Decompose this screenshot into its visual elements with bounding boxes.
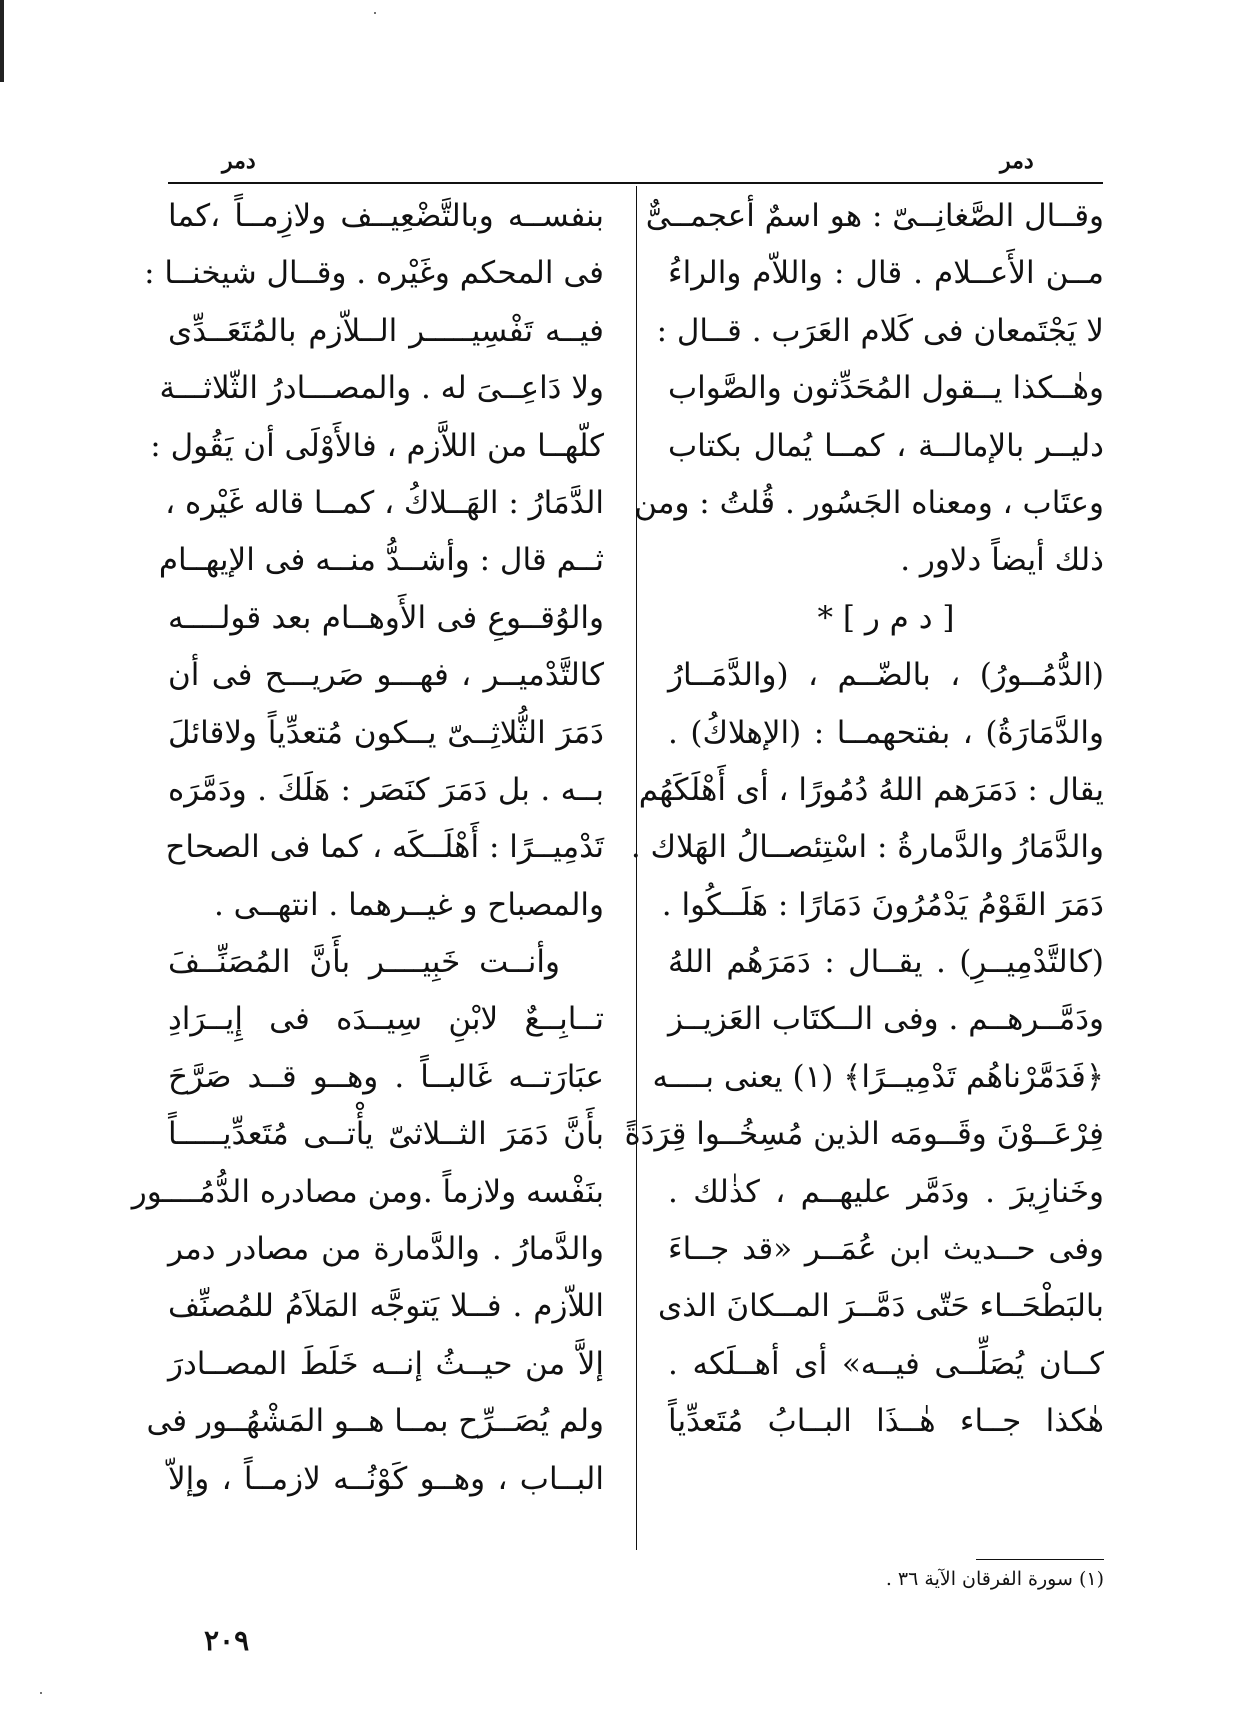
text-line: والدَّمارُ . والدَّمارة من مصادر دمر xyxy=(168,1231,604,1268)
text-line: الدَّمَارُ : الهَــلاكُ ، كمــا قاله غَيْره ، xyxy=(165,484,604,521)
text-line: والدَّمَارُ والدَّمارةُ : اسْتِئصــالُ الهَلاك . xyxy=(630,829,1104,866)
scan-speck xyxy=(40,1692,42,1694)
text-line: وفى حــديث ابن عُمَــر «قد جــاءَ xyxy=(668,1231,1104,1268)
text-line: كالتَّدْميــر ، فهـــو صَريـــح فى أن xyxy=(168,657,604,694)
header-rule xyxy=(168,182,1103,184)
text-line: بالبَطْحَــاء حَتّى دَمَّــرَ المــكانَ الذى xyxy=(657,1288,1104,1325)
text-line: لا يَجْتَمعان فى كَلام العَرَب . قــال : xyxy=(656,312,1104,349)
text-line: فى المحكم وغَيْره . وقــال شيخنــا : xyxy=(144,255,604,292)
text-line: دَمَرَ القَوْمُ يَدْمُرُونَ دَمَارًا : هَلَــكُوا . xyxy=(661,886,1104,923)
text-line: عبَارَتــه غَالبــاً . وهــو قــد صَرَّحَ xyxy=(168,1058,604,1095)
text-line: دليــر بالإمالــة ، كمــا يُمال بكتاب xyxy=(668,427,1104,464)
text-line: كــان يُصَلِّــى فيــه» أى أهــلَكه . xyxy=(668,1345,1104,1382)
footnote: (١) سورة الفرقان الآية ٣٦ . xyxy=(885,1568,1104,1590)
text-line: فيــه تَفْسِيـــــر الــلاّزم بالمُتَعَــدِّى xyxy=(168,312,604,349)
text-line: ثــم قال : وأشــدُّ منــه فى الإيهــام xyxy=(158,542,604,579)
text-line: ولا دَاعِــىَ له . والمصـــادرُ الثّلاثـــة xyxy=(159,370,604,407)
text-line: تَدْمِيــرًا : أَهْلَــكَه ، كما فى الصحاح xyxy=(165,829,604,866)
text-line: بــه . بل دَمَرَ كنَصَر : هَلَكَ . ودَمَّرَه xyxy=(168,771,604,808)
text-line: بنفســه وبالتَّضْعِيــف ولازِمــاً ،كما xyxy=(168,198,604,234)
text-line: مــن الأَعــلام . قال : واللاّم والراءُ xyxy=(668,255,1104,292)
text-line: والمصباح و غيــرهما . انتهــى . xyxy=(213,886,604,923)
text-line: بنَفْسه ولازماً .ومن مصادره الدُّمُــــور xyxy=(131,1173,604,1210)
text-line: وقــال الصَّغانِــىّ : هو اسمٌ أعجمــىٌّ xyxy=(645,198,1104,234)
text-line: والوُقــوعِ فى الأَوهــام بعد قولــــه xyxy=(168,599,604,636)
text-line: البــاب ، وهــو كَوْنُــه لازمــاً ، وإلاّ xyxy=(168,1460,604,1497)
page-number: ٢٠٩ xyxy=(204,1624,250,1657)
text-line: ولم يُصَــرِّح بمــا هــو المَشْهُــور فى xyxy=(146,1403,604,1440)
text-line: اللاّزم . فــلا يَتوجَّه المَلاَمُ للمُصنِّف xyxy=(168,1288,604,1325)
text-line: دَمَرَ الثُّلاثِــىّ يــكون مُتعدِّياً ولاقائلَ xyxy=(168,714,604,751)
text-line: ودَمَّــرهــم . وفى الــكتَاب العَزيــز xyxy=(667,1001,1104,1038)
right-column xyxy=(624,188,1104,1451)
scan-edge-mark xyxy=(0,0,4,82)
scan-speck xyxy=(374,12,376,14)
text-line: وخَنازِيرَ . ودَمَّر عليهــم ، كذٰلك . xyxy=(668,1173,1104,1210)
text-line: ﴿فَدَمَّرْناهُم تَدْمِيــرًا﴾ (١) يعنى بــــه xyxy=(652,1058,1104,1095)
text-line: وأنــت خَبِيــــر بأَنَّ المُصَنِّــفَ xyxy=(168,944,560,981)
text-line: وعتَاب ، ومعناه الجَسُور . قُلتُ : ومن xyxy=(634,484,1104,521)
running-head-right: دمر xyxy=(1000,148,1034,174)
running-head-left: دمر xyxy=(222,148,256,174)
left-column xyxy=(131,188,604,1508)
text-line: والدَّمَارَةُ) ، بفتحهمــا : (الإهلاكُ) . xyxy=(668,714,1104,751)
text-line: تــابِــعٌ لابْنِ سِيــدَه فى إِيــرَادِ xyxy=(168,1001,604,1038)
text-line: (الدُّمُــورُ) ، بالضّــم ، (والدَّمَــارُ xyxy=(668,657,1104,694)
text-line: كلّهــا من اللاَّزم ، فالأَوْلَى أن يَقُول : xyxy=(150,427,604,464)
text-line: إلاَّ من حيــثُ إنــه خَلَطَ المصــادرَ xyxy=(168,1345,604,1382)
text-line: وهٰــكذا يــقول المُحَدِّثون والصَّواب xyxy=(668,370,1104,407)
text-line: هٰكذا جــاء هٰــذَا البــابُ مُتَعدِّياً xyxy=(668,1403,1104,1440)
text-line: (كالتَّدْمِيــرِ) . يقــال : دَمَرَهُم اللهُ xyxy=(668,944,1104,981)
footnote-rule xyxy=(976,1559,1104,1560)
text-line: بأَنَّ دَمَرَ الثــلاثىّ يأْتــى مُتَعدِّيـــــاً xyxy=(168,1116,604,1153)
text-line: فِرْعَــوْنَ وقَــومَه الذين مُسِخُــوا قِرَدَةً xyxy=(624,1116,1104,1153)
text-line: يقال : دَمَرَهم اللهُ دُمُورًا ، أى أَهْلَكَهُم xyxy=(638,771,1104,808)
text-line: ذلك أيضاً دلاور . xyxy=(900,542,1104,579)
entry-heading: [ د م ر ] * xyxy=(817,599,955,636)
